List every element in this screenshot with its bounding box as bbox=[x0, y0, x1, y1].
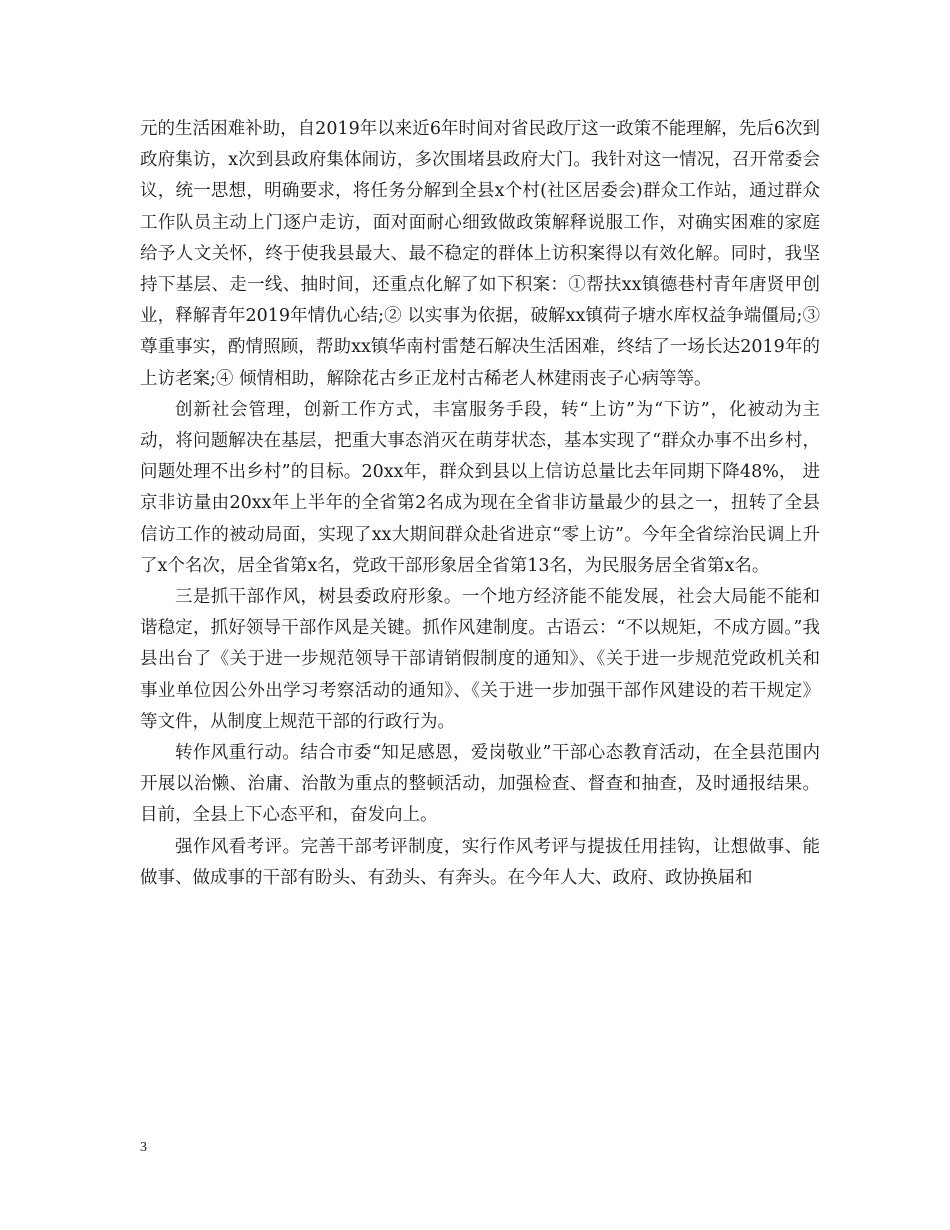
paragraph: 强作风看考评。完善干部考评制度，实行作风考评与提拔任用挂钩，让想做事、能做事、做成事的干部有盼头、有劲头、有奔头。在今年人大、政府、政协换届和 bbox=[140, 836, 820, 888]
paragraph: 转作风重行动。结合市委“知足感恩，爱岗敬业”干部心态教育活动，在全县范围内开展以治懒、治庸、治散为重点的整顿活动，加强检查、督查和抽查，及时通报结果。目前，全县上下心态平和，奋发向上。 bbox=[140, 743, 820, 826]
document-body bbox=[140, 114, 820, 894]
paragraph-continued: 元的生活困难补助，自2019年以来近6年时间对省民政厅这一政策不能理解，先后6次到政府集访，x次到县政府集体闹访，多次围堵县政府大门。我针对这一情况，召开常委会议，统一思想，明确要求，将任务分解到全县x个村(社区居委会)群众工作站，通过群众工作队员主动上门逐户走访，面对面耐心细致做政策解释说服工作，对确实困难的家庭给予人文关怀，终于使我县最大、最不稳定的群体上访积案得以有效化解。同时，我坚持下基层、走一线、抽时间，还重点化解了如下积案：①帮扶xx镇德巷村青年唐贤甲创业，释解青年2019年情仇心结;② 以实事为依据，破解xx镇荷子塘水库权益争端僵局;③ 尊重事实，酌情照顾，帮助xx镇华南村雷楚石解决生活困难，终结了一场长达2019年的上访老案;④ 倾情相助，解除花古乡正龙村古稀老人林建雨丧子心病等等。 bbox=[140, 119, 820, 389]
paragraph: 三是抓干部作风，树县委政府形象。一个地方经济能不能发展，社会大局能不能和谐稳定，抓好领导干部作风是关键。抓作风建制度。古语云：“不以规矩，不成方圆。”我县出台了《关于进一步规范领导干部请销假制度的通知》、《关于进一步规范党政机关和事业单位因公外出学习考察活动的通知》、《关于进一步加强干部作风建设的若干规定》等文件，从制度上规范干部的行政行为。 bbox=[140, 587, 820, 732]
paragraph: 创新社会管理，创新工作方式，丰富服务手段，转“上访”为“下访”，化被动为主动，将问题解决在基层，把重大事态消灭在萌芽状态，基本实现了“群众办事不出乡村，问题处理不出乡村”的目标。20xx年，群众到县以上信访总量比去年同期下降48%， 进京非访量由20xx年上半年的全省第2名成为现在全省非访量最少的县之一，扭转了全县信访工作的被动局面，实现了xx大期间群众赴省进京“零上访”。今年全省综治民调上升了x个名次，居全省第x名，党政干部形象居全省第13名，为民服务居全省第x名。 bbox=[140, 399, 820, 576]
page-number: 3 bbox=[140, 1140, 147, 1155]
